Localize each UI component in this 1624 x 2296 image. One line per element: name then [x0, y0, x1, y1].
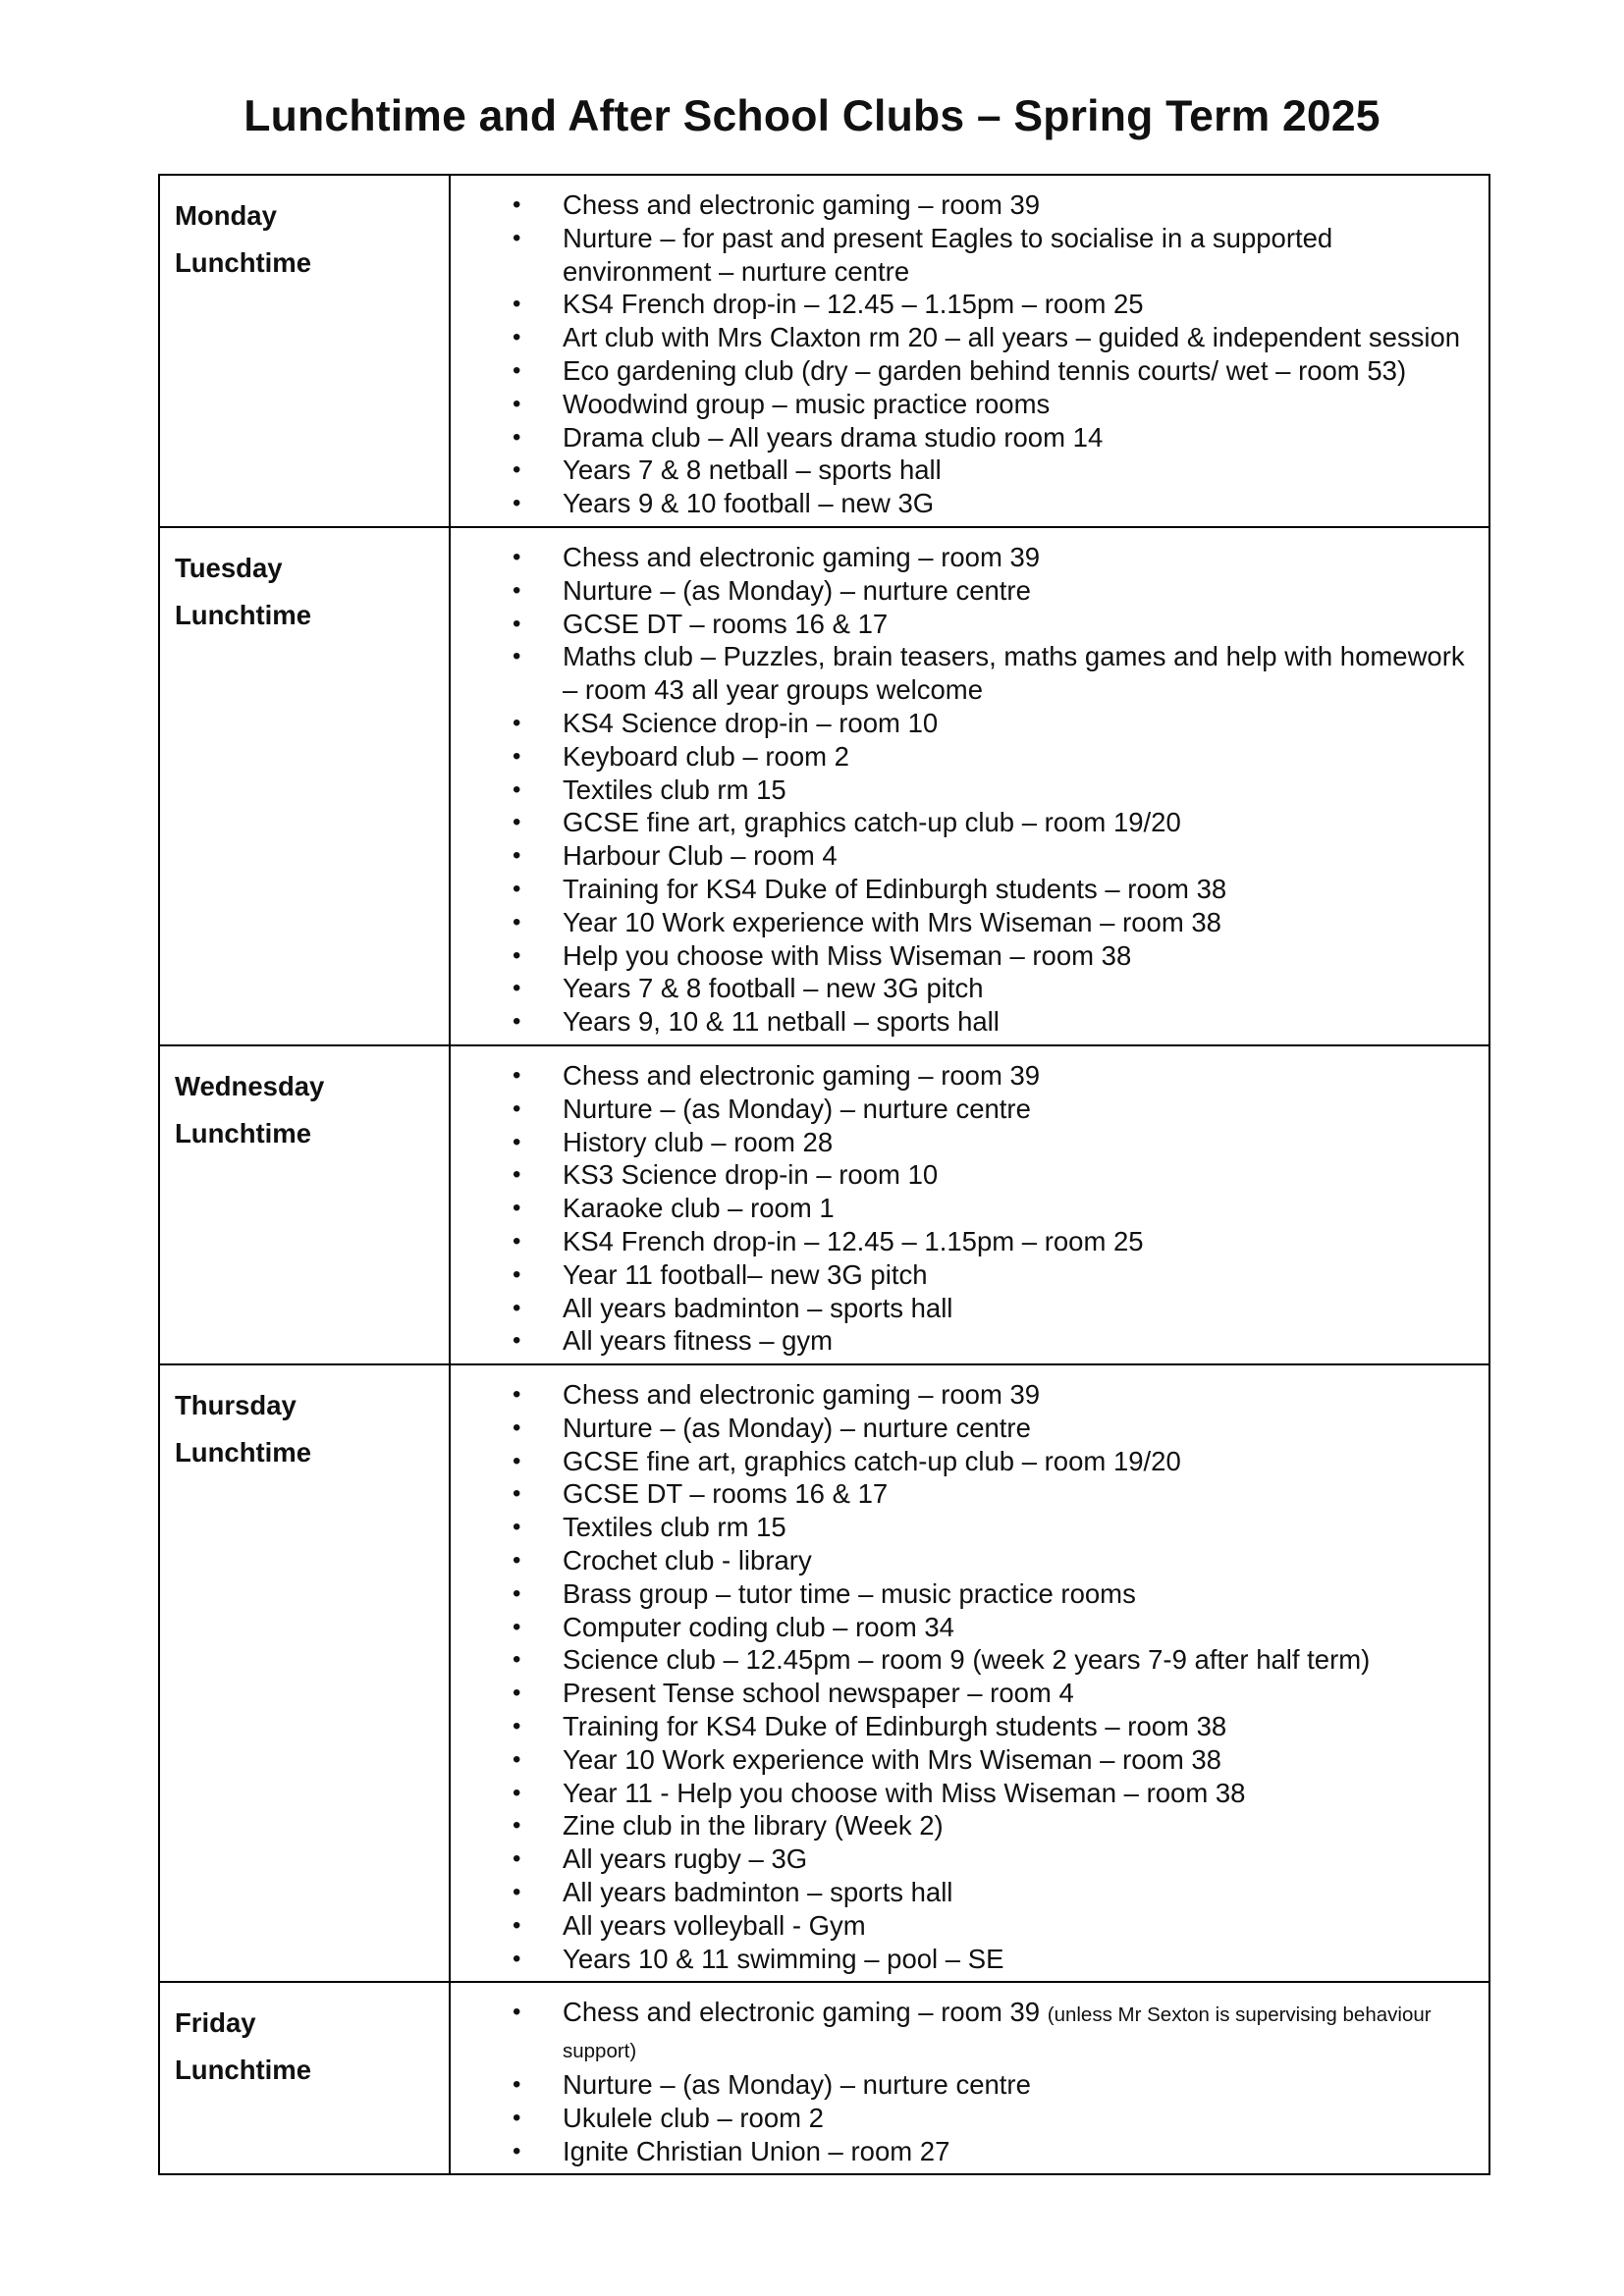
club-item-text: All years badminton – sports hall — [563, 1292, 953, 1323]
session-label: Lunchtime — [175, 247, 312, 278]
club-item — [451, 1192, 1489, 1225]
page-title: Lunchtime and After School Clubs – Spring Term 2025 — [244, 92, 1380, 140]
club-item — [451, 1876, 1489, 1909]
club-item — [451, 1158, 1489, 1192]
clubs-cell — [450, 1045, 1489, 1364]
club-item — [451, 1710, 1489, 1743]
club-item-text: Eco gardening club (dry – garden behind tennis courts/ wet – room 53) — [563, 354, 1407, 386]
club-item-text: Textiles club rm 15 — [563, 774, 786, 805]
club-item-text: Chess and electronic gaming – room 39 — [563, 1379, 1041, 1411]
club-item-text: Chess and electronic gaming – room 39 — [563, 189, 1041, 220]
club-item-text: Help you choose with Miss Wiseman – room 38 — [563, 939, 1132, 971]
club-item-note: (unless Mr Sexton is supervising behaviour support) — [563, 2003, 1432, 2063]
club-item-text: Crochet club - library — [563, 1545, 812, 1576]
club-item-text: Years 7 & 8 football – new 3G pitch — [563, 973, 984, 1004]
club-item — [451, 2068, 1489, 2102]
club-item-text: Art club with Mrs Claxton rm 20 – all years – guided & independent session — [563, 322, 1461, 353]
day-heading — [160, 176, 449, 287]
club-item — [451, 774, 1489, 807]
clubs-cell — [450, 175, 1489, 527]
club-item-text: Years 9 & 10 football – new 3G — [563, 488, 935, 519]
club-item-text: Years 9, 10 & 11 netball – sports hall — [563, 1006, 1000, 1038]
club-item — [451, 321, 1489, 354]
club-item — [451, 906, 1489, 939]
club-item — [451, 1511, 1489, 1544]
day-row-friday — [159, 1982, 1489, 2174]
club-item — [451, 1909, 1489, 1943]
club-item — [451, 1996, 1489, 2068]
club-item-text: Brass group – tutor time – music practice rooms — [563, 1577, 1136, 1609]
day-heading — [160, 1046, 449, 1157]
club-item — [451, 1412, 1489, 1445]
club-item-text: GCSE fine art, graphics catch-up club – room 19/20 — [563, 807, 1181, 838]
club-item — [451, 1777, 1489, 1810]
club-item — [451, 421, 1489, 454]
club-item — [451, 1258, 1489, 1292]
club-item-text: All years badminton – sports hall — [563, 1877, 953, 1908]
day-row-wednesday — [159, 1045, 1489, 1364]
club-item — [451, 188, 1489, 222]
club-item-text: Nurture – (as Monday) – nurture centre — [563, 574, 1031, 606]
day-heading — [160, 528, 449, 639]
clubs-table — [158, 174, 1490, 2175]
club-item-text: Years 10 & 11 swimming – pool – SE — [563, 1943, 1004, 1974]
club-list — [451, 1365, 1489, 1981]
club-item-text: All years rugby – 3G — [563, 1843, 808, 1875]
club-item — [451, 1477, 1489, 1511]
club-item-text: Training for KS4 Duke of Edinburgh students – room 38 — [563, 1711, 1227, 1742]
club-item-text: Ignite Christian Union – room 27 — [563, 2135, 950, 2166]
club-item-text: GCSE fine art, graphics catch-up club – room 19/20 — [563, 1445, 1181, 1476]
session-label: Lunchtime — [175, 1117, 312, 1148]
club-item-text: Zine club in the library (Week 2) — [563, 1810, 944, 1842]
club-item — [451, 640, 1489, 707]
session-label: Lunchtime — [175, 1437, 312, 1468]
club-item — [451, 1059, 1489, 1093]
club-item — [451, 806, 1489, 839]
club-item — [451, 1445, 1489, 1478]
day-name: Friday — [175, 2007, 256, 2039]
club-item — [451, 574, 1489, 608]
club-item-text: Textiles club rm 15 — [563, 1512, 786, 1543]
club-list — [451, 1983, 1489, 2173]
day-row-monday — [159, 175, 1489, 527]
club-item-text: KS3 Science drop-in – room 10 — [563, 1159, 939, 1191]
day-cell — [159, 1982, 450, 2174]
club-item-text: KS4 French drop-in – 12.45 – 1.15pm – room 25 — [563, 289, 1144, 320]
session-label: Lunchtime — [175, 2055, 312, 2086]
club-item-text: KS4 Science drop-in – room 10 — [563, 707, 939, 738]
day-cell — [159, 175, 450, 527]
club-list — [451, 528, 1489, 1044]
club-item — [451, 608, 1489, 641]
club-item — [451, 454, 1489, 487]
club-item-text: Harbour Club – room 4 — [563, 840, 838, 872]
club-item-text: Present Tense school newspaper – room 4 — [563, 1678, 1074, 1709]
club-item — [451, 487, 1489, 520]
club-item — [451, 354, 1489, 388]
club-list — [451, 1046, 1489, 1363]
club-item — [451, 707, 1489, 740]
club-item — [451, 1643, 1489, 1677]
club-item-text: Year 11 - Help you choose with Miss Wiseman – room 38 — [563, 1777, 1246, 1808]
club-item — [451, 1577, 1489, 1611]
clubs-table-body — [159, 175, 1489, 2174]
club-item — [451, 541, 1489, 574]
club-item — [451, 1943, 1489, 1976]
club-item-text: KS4 French drop-in – 12.45 – 1.15pm – room 25 — [563, 1225, 1144, 1256]
club-item-text: Nurture – for past and present Eagles to socialise in a supported environment – nurture centre — [563, 222, 1333, 287]
club-item — [451, 1842, 1489, 1876]
club-list — [451, 176, 1489, 526]
club-item — [451, 388, 1489, 421]
day-heading — [160, 1365, 449, 1476]
club-item-text: All years volleyball - Gym — [563, 1909, 866, 1941]
club-item — [451, 1677, 1489, 1710]
club-item — [451, 1225, 1489, 1258]
club-item — [451, 2102, 1489, 2135]
club-item-text: Chess and electronic gaming – room 39 — [563, 541, 1041, 572]
club-item — [451, 222, 1489, 289]
club-item — [451, 1809, 1489, 1842]
club-item-text: Nurture – (as Monday) – nurture centre — [563, 2069, 1031, 2101]
clubs-cell — [450, 1364, 1489, 1982]
day-cell — [159, 1364, 450, 1982]
day-row-tuesday — [159, 527, 1489, 1045]
club-item — [451, 972, 1489, 1005]
club-item — [451, 839, 1489, 873]
club-item-text: Computer coding club – room 34 — [563, 1611, 954, 1642]
club-item-text: Science club – 12.45pm – room 9 (week 2 years 7-9 after half term) — [563, 1644, 1371, 1676]
club-item-text: Chess and electronic gaming – room 39 — [563, 1997, 1041, 2028]
club-item-text: Years 7 & 8 netball – sports hall — [563, 454, 942, 486]
day-cell — [159, 527, 450, 1045]
club-item — [451, 2135, 1489, 2168]
club-item — [451, 1743, 1489, 1777]
club-item-text: Maths club – Puzzles, brain teasers, maths games and help with homework – room 43 all year groups welcome — [563, 641, 1465, 706]
club-item-text: GCSE DT – rooms 16 & 17 — [563, 608, 889, 639]
club-item — [451, 1378, 1489, 1412]
club-item — [451, 1005, 1489, 1039]
day-name: Monday — [175, 200, 277, 231]
club-item-text: Training for KS4 Duke of Edinburgh students – room 38 — [563, 873, 1227, 904]
day-row-thursday — [159, 1364, 1489, 1982]
club-item-text: GCSE DT – rooms 16 & 17 — [563, 1478, 889, 1510]
club-item-text: Keyboard club – room 2 — [563, 740, 849, 772]
club-item-text: Woodwind group – music practice rooms — [563, 388, 1051, 419]
club-item — [451, 1292, 1489, 1325]
clubs-cell — [450, 527, 1489, 1045]
club-item — [451, 740, 1489, 774]
club-item — [451, 939, 1489, 973]
club-item — [451, 288, 1489, 321]
club-item — [451, 1611, 1489, 1644]
club-item-text: Nurture – (as Monday) – nurture centre — [563, 1412, 1031, 1443]
club-item-text: Karaoke club – room 1 — [563, 1193, 835, 1224]
club-item-text: Drama club – All years drama studio room 14 — [563, 421, 1104, 453]
day-name: Wednesday — [175, 1070, 325, 1101]
club-item-text: Year 10 Work experience with Mrs Wiseman – room 38 — [563, 906, 1221, 937]
day-cell — [159, 1045, 450, 1364]
day-name: Tuesday — [175, 552, 283, 583]
day-name: Thursday — [175, 1390, 297, 1421]
club-item-text: History club – room 28 — [563, 1126, 834, 1157]
club-item — [451, 1324, 1489, 1358]
club-item — [451, 1544, 1489, 1577]
session-label: Lunchtime — [175, 599, 312, 630]
club-item — [451, 1093, 1489, 1126]
club-item-text: Nurture – (as Monday) – nurture centre — [563, 1093, 1031, 1124]
club-item-text: Year 10 Work experience with Mrs Wiseman – room 38 — [563, 1743, 1221, 1775]
day-heading — [160, 1983, 449, 2094]
club-item — [451, 1126, 1489, 1159]
club-item-text: Ukulele club – room 2 — [563, 2102, 824, 2133]
club-item — [451, 873, 1489, 906]
club-item-text: Year 11 football– new 3G pitch — [563, 1258, 928, 1290]
club-item-text: Chess and electronic gaming – room 39 — [563, 1059, 1041, 1091]
clubs-cell — [450, 1982, 1489, 2174]
club-item-text: All years fitness – gym — [563, 1325, 834, 1357]
